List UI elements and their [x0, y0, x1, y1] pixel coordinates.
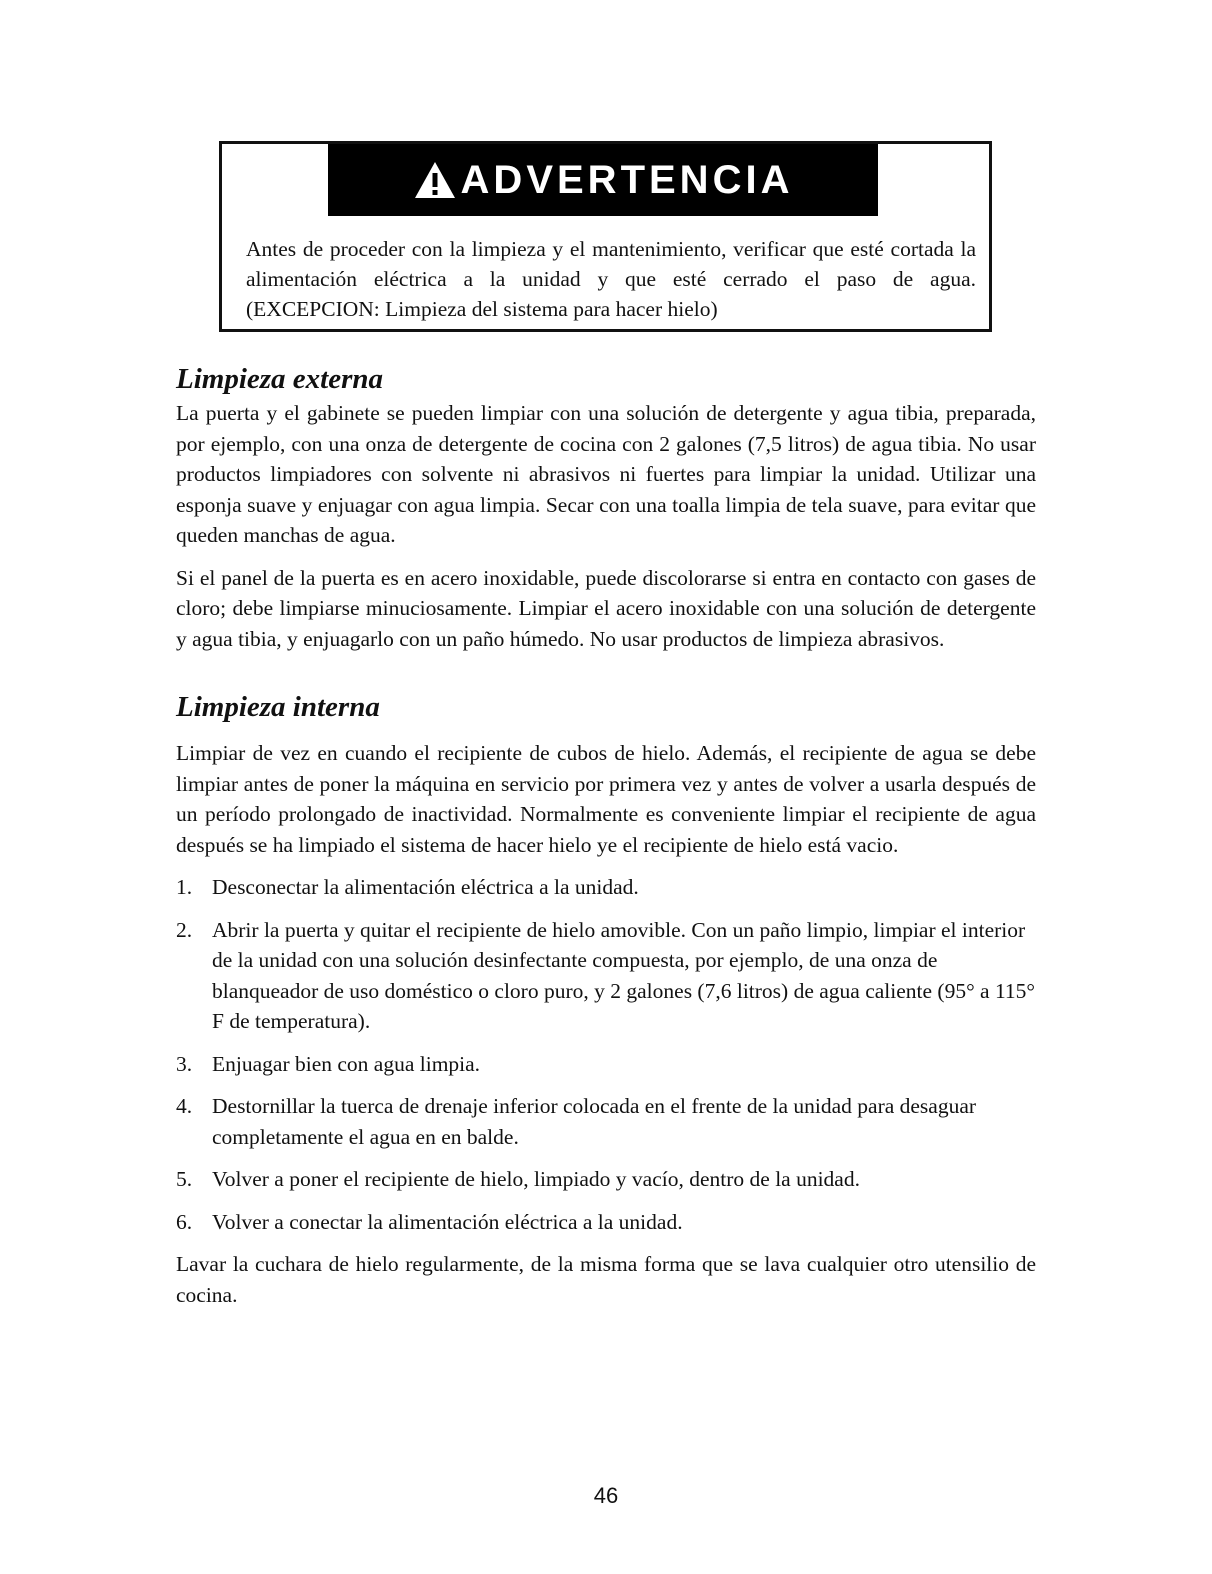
step-text: Volver a poner el recipiente de hielo, limpiado y vacío, dentro de la unidad. [212, 1167, 860, 1191]
step-number: 3. [176, 1051, 193, 1076]
external-paragraph-2: Si el panel de la puerta es en acero inoxidable, puede discolorarse si entra en contacto con gases de cloro; debe limpiarse minuciosamente. Limpiar el acero inoxidable con una solución de detergente y agua tibia, y enjuagarlo con un paño húmedo. No usar productos de limpieza abrasivos. [176, 565, 1036, 651]
step-number: 6. [176, 1209, 193, 1234]
step-text: Desconectar la alimentación eléctrica a la unidad. [212, 875, 639, 899]
step-item [176, 1207, 1036, 1238]
internal-intro: Limpiar de vez en cuando el recipiente de cubos de hielo. Además, el recipiente de agua se debe limpiar antes de poner la máquina en servicio por primera vez y antes de volver a usarla después de un período prolongado de inactividad. Normalmente es conveniente limpiar el recipiente de agua después se ha limpiado el sistema de hacer hielo ye el recipiente de hielo está vacio. [176, 741, 1036, 857]
external-paragraph-1: La puerta y el gabinete se pueden limpiar con una solución de detergente y agua tibia, preparada, por ejemplo, con una onza de detergente de cocina con 2 galones (7,5 litros) de agua tibia. No usar productos limpiadores con solvente ni abrasivos ni fuertes para limpiar la unidad. Utilizar una esponja suave y enjuagar con agua limpia. Secar con una toalla limpia de tela suave, para evitar que queden manchas de agua. [176, 401, 1036, 547]
page-number: 46 [593, 1483, 619, 1508]
step-item [176, 1091, 1036, 1152]
warning-banner [328, 144, 878, 216]
cleaning-steps [176, 872, 1036, 1237]
step-text: Destornillar la tuerca de drenaje inferior colocada en el frente de la unidad para desaguar completamente el agua en en balde. [212, 1094, 977, 1149]
step-text: Volver a conectar la alimentación eléctrica a la unidad. [212, 1209, 683, 1234]
warning-triangle-icon [413, 160, 457, 200]
warning-box [219, 141, 992, 332]
step-item [176, 1049, 1036, 1080]
step-text: Abrir la puerta y quitar el recipiente de hielo amovible. Con un paño limpio, limpiar el interior de la unidad con una solución desinfectante compuesta, por ejemplo, de una onza de blanqueador de uso doméstico o cloro puro, y 2 galones (7,6 litros) de agua caliente (95° a 115° F de temperatura). [212, 917, 1036, 1033]
step-number: 1. [176, 875, 193, 899]
step-text: Enjuagar bien con agua limpia. [212, 1051, 481, 1076]
warning-text: Antes de proceder con la limpieza y el mantenimiento, verificar que esté cortada la alimentación eléctrica a la unidad y que esté cerrado el paso de agua. (EXCEPCION: Limpieza del sistema para hacer hielo) [246, 237, 976, 321]
internal-cleaning-heading: Limpieza interna [176, 691, 380, 723]
step-item [176, 915, 1036, 1037]
external-cleaning-heading: Limpieza externa [176, 363, 384, 395]
step-item [176, 1164, 1036, 1195]
step-number: 2. [176, 917, 193, 942]
main-content [176, 360, 1036, 1310]
closing-paragraph: Lavar la cuchara de hielo regularmente, de la misma forma que se lava cualquier otro utensilio de cocina. [176, 1252, 1036, 1307]
warning-title: ADVERTENCIA [460, 157, 794, 202]
step-item [176, 872, 1036, 903]
step-number: 4. [176, 1094, 193, 1118]
step-number: 5. [176, 1167, 193, 1191]
